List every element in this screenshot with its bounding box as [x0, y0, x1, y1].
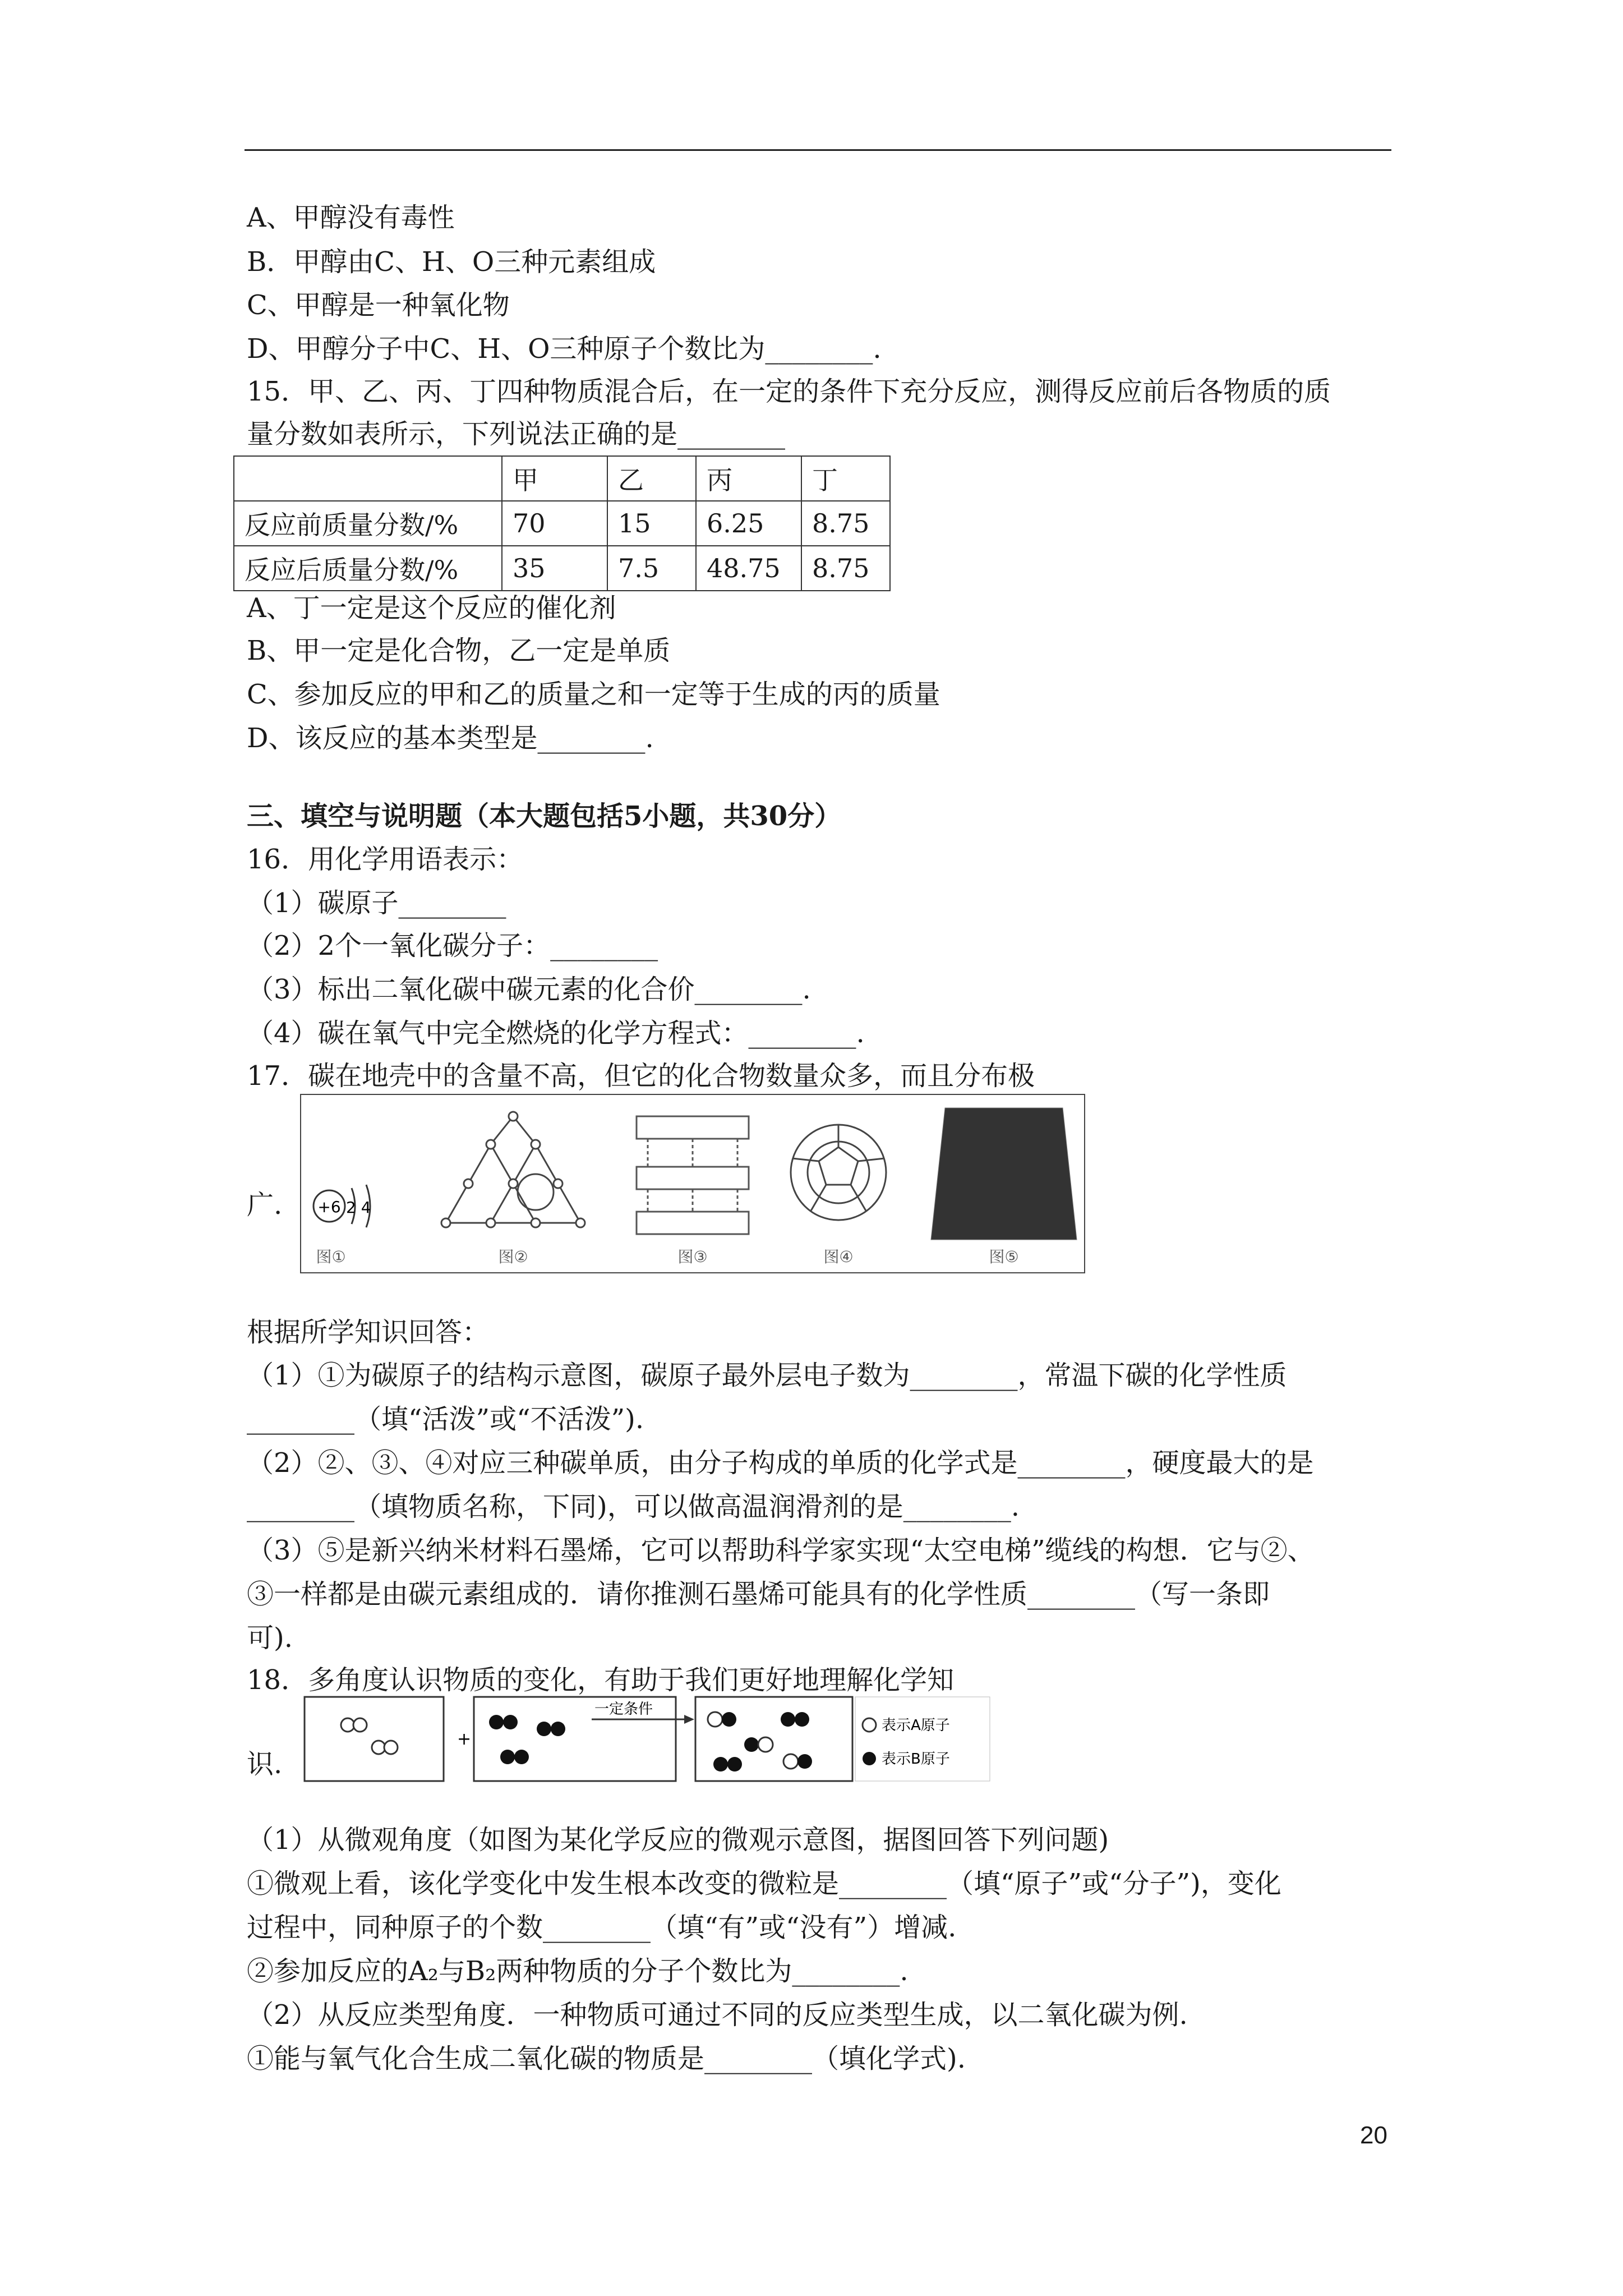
table-cell: 丙	[696, 456, 801, 501]
q14-option-c: C、甲醇是一种氧化物	[247, 289, 510, 321]
q15-option-a: A、丁一定是这个反应的催化剂	[247, 592, 616, 624]
q15-option-b: B、甲一定是化合物，乙一定是单质	[247, 635, 671, 666]
q14-option-b: B．甲醇由C、H、O三种元素组成	[247, 246, 656, 278]
legend-b-label: 表示B原子	[882, 1751, 950, 1768]
table-header-row	[234, 456, 890, 501]
table-row	[234, 501, 890, 546]
table-cell: 6.25	[696, 501, 801, 546]
q15-stem-line2: 量分数如表所示，下列说法正确的是________	[247, 418, 786, 450]
q16-part2: （2）2个一氧化碳分子：________	[247, 930, 658, 961]
reaction-condition-label: 一定条件	[594, 1701, 653, 1718]
q18-part1-2: ②参加反应的A₂与B₂两种物质的分子个数比为________.	[247, 1955, 909, 1987]
q14-option-a: A、甲醇没有毒性	[247, 202, 455, 233]
page-number: 20	[1360, 2122, 1387, 2149]
q15-option-d: D、该反应的基本类型是________.	[247, 723, 654, 754]
q17-stem-tail: 广.	[247, 1189, 283, 1221]
figure-caption-3: 图③	[677, 1248, 708, 1266]
legend-a-label: 表示A原子	[882, 1717, 950, 1734]
table-cell: 8.75	[801, 501, 890, 546]
q17-part2-line1: （2）②、③、④对应三种碳单质，由分子构成的单质的化学式是________，硬度最大的是	[247, 1447, 1314, 1479]
table-cell: 70	[502, 501, 607, 546]
atom-shells-label: 2 4	[346, 1198, 371, 1217]
table-cell: 反应后质量分数/%	[234, 546, 502, 591]
table-row	[234, 546, 890, 591]
graphene-structure-image	[931, 1108, 1077, 1240]
carbon-structures-figure	[300, 1094, 1085, 1273]
table-cell: 反应前质量分数/%	[234, 501, 502, 546]
q14-option-d: D、甲醇分子中C、H、O三种原子个数比为________.	[247, 333, 882, 365]
table-cell: 甲	[502, 456, 607, 501]
q18-part1: （1）从微观角度（如图为某化学反应的微观示意图，据图回答下列问题)	[247, 1824, 1109, 1856]
table-cell	[234, 456, 502, 501]
q18-part1-1-line2: 过程中，同种原子的个数________（填“有”或“没有”）增减.	[247, 1912, 957, 1943]
figure-caption-1: 图①	[316, 1248, 346, 1266]
q17-part3-line3: 可).	[247, 1622, 293, 1654]
table-cell: 35	[502, 546, 607, 591]
table-cell: 8.75	[801, 546, 890, 591]
q16-part4: （4）碳在氧气中完全燃烧的化学方程式：________.	[247, 1018, 865, 1049]
q17-part1-line2: ________（填“活泼”或“不活泼”).	[247, 1404, 644, 1435]
legend-a-atom-icon	[863, 1718, 876, 1732]
q16-part1: （1）碳原子________	[247, 887, 506, 919]
q17-stem: 17．碳在地壳中的含量不高，但它的化合物数量众多，而且分布极	[247, 1060, 1035, 1092]
q15-stem-line1: 15．甲、乙、丙、丁四种物质混合后，在一定的条件下充分反应，测得反应前后各物质的质	[247, 376, 1331, 407]
q18-part1-1-line1: ①微观上看，该化学变化中发生根本改变的微粒是________（填“原子”或“分子”)，变化	[247, 1868, 1281, 1899]
reaction-micro-diagram	[303, 1694, 993, 1789]
table-cell: 丁	[801, 456, 890, 501]
section-heading: 三、填空与说明题（本大题包括5小题，共30分）	[247, 800, 842, 832]
q16-part3: （3）标出二氧化碳中碳元素的化合价________.	[247, 974, 811, 1005]
q18-stem: 18．多角度认识物质的变化，有助于我们更好地理解化学知	[247, 1664, 955, 1696]
table-cell: 7.5	[607, 546, 696, 591]
q16-stem: 16．用化学用语表示：	[247, 844, 524, 875]
table-cell: 乙	[607, 456, 696, 501]
q15-option-c: C、参加反应的甲和乙的质量之和一定等于生成的丙的质量	[247, 679, 940, 710]
q18-part2: （2）从反应类型角度．一种物质可通过不同的反应类型生成，以二氧化碳为例.	[247, 1999, 1188, 2031]
table-cell: 15	[607, 501, 696, 546]
figure-caption-2: 图②	[498, 1248, 528, 1266]
mass-fraction-table	[233, 455, 891, 591]
legend-b-atom-icon	[863, 1752, 876, 1765]
table-cell: 48.75	[696, 546, 801, 591]
figure-caption-5: 图⑤	[989, 1248, 1019, 1266]
atom-nucleus-label: +6	[317, 1198, 341, 1216]
header-rule	[245, 149, 1391, 151]
plus-sign: +	[457, 1729, 472, 1749]
q17-part2-line2: ________（填物质名称，下同)，可以做高温润滑剂的是________.	[247, 1491, 1020, 1522]
q18-part2-1: ①能与氧气化合生成二氧化碳的物质是________（填化学式).	[247, 2043, 966, 2074]
q17-part3-line1: （3）⑤是新兴纳米材料石墨烯，它可以帮助科学家实现“太空电梯”缆线的构想．它与②、	[247, 1535, 1315, 1566]
q17-intro: 根据所学知识回答：	[247, 1317, 490, 1348]
q17-part3-line2: ③一样都是由碳元素组成的．请你推测石墨烯可能具有的化学性质________（写一条即	[247, 1579, 1270, 1610]
q18-stem-tail: 识.	[247, 1749, 283, 1780]
figure-caption-4: 图④	[823, 1248, 854, 1266]
q17-part1-line1: （1）①为碳原子的结构示意图，碳原子最外层电子数为________，常温下碳的化学性质	[247, 1360, 1287, 1391]
